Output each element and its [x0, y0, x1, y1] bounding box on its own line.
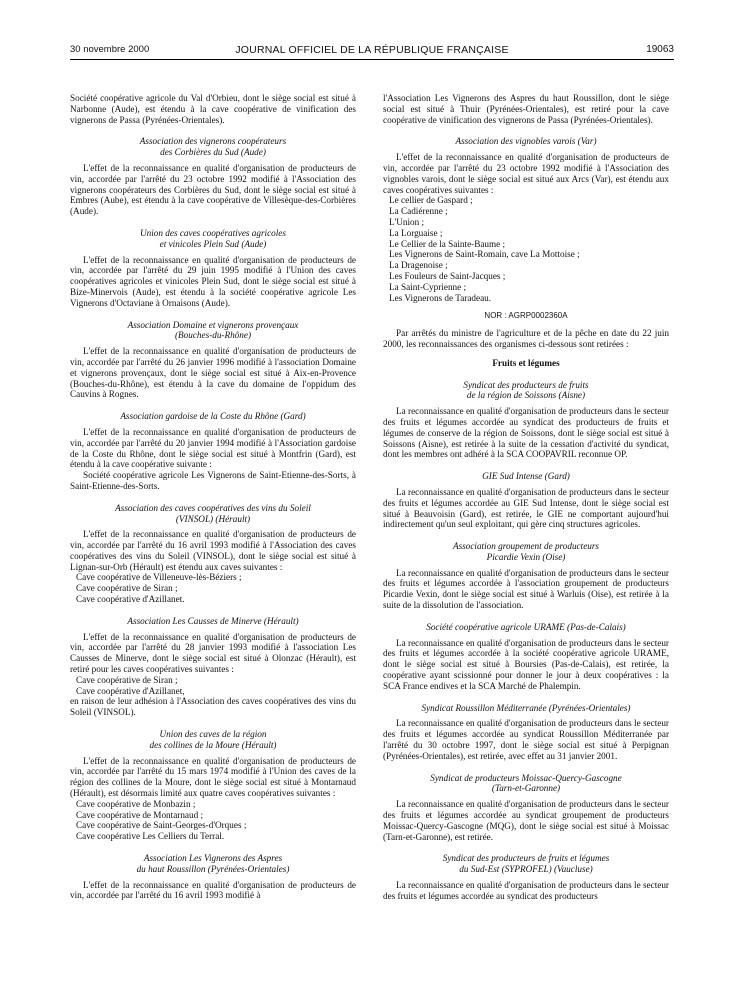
- section-heading-line: Association des vignobles varois (Var): [455, 136, 597, 147]
- page-number: 19063: [646, 44, 674, 55]
- section-heading: [383, 622, 669, 633]
- paragraph: La reconnaissance en qualité d'organisation de producteurs dans le secteur des fruits et légumes accordée au syndicat des producteurs de fruits et légumes de conserve de la région de Soissons, dont le siège social est situé à Soissons (Aisne), est retirée à la suite de la cessation d'activité du syndicat, dont les membres ont adhéré à la SCA COOPAVRIL reconnue OP.: [383, 406, 669, 460]
- list-item: Cave coopérative de Saint-Georges-d'Orques ;: [76, 820, 247, 831]
- list-item: Les Vignerons de Taradeau.: [389, 292, 492, 303]
- list-item: Cave coopérative de Siran ;: [76, 674, 178, 685]
- paragraph: L'effet de la reconnaissance en qualité d'organisation de producteurs de vin, accordée par l'arrêté du 28 janvier 1993 modifié à l'association Les Causses de Minerve, dont le siège social est situé à Olonzac (Hérault), est retiré pour les caves coopératives suivantes :: [70, 631, 356, 675]
- list-item: Cave coopérative Les Celliers du Terral.: [76, 831, 225, 842]
- section-heading-line: Picardie Vexin (Oise): [486, 551, 566, 562]
- list-item: Cave coopérative d'Azillanet,: [76, 685, 185, 696]
- section-heading-line: du Sud-Est (SYPROFEL) (Vaucluse): [459, 864, 593, 875]
- list-item: Le Cellier de la Sainte-Baume ;: [389, 238, 506, 249]
- section-heading-line: des Corbières du Sud (Aude): [160, 147, 266, 158]
- section-heading: [70, 228, 356, 250]
- list-item: La Cadiérenne ;: [389, 206, 448, 217]
- list-item: Cave coopérative de Montarnaud ;: [76, 809, 204, 820]
- paragraph: La reconnaissance en qualité d'organisation de producteurs dans le secteur des fruits et légumes accordée à la société coopérative agricole URAME, dont le siège social est situé à Boursies (Pas-de-Calais), est retirée, la coopérative ayant scissionné pour donner le jour à deux coopératives : la SCA France endives et la SCA Marché de Phalempin.: [383, 637, 669, 691]
- section-heading-line: (Bouches-du-Rhône): [174, 330, 252, 341]
- section-heading: [383, 703, 669, 714]
- section-heading-line: Syndicat des producteurs de fruits et légumes: [442, 853, 610, 864]
- section-heading: [383, 773, 669, 795]
- section-heading: [70, 853, 356, 875]
- section-heading: [70, 503, 356, 525]
- paragraph: L'effet de la reconnaissance en qualité d'organisation de producteurs de vin, accordée par l'arrêté du 23 octobre 1992 modifié à l'Association des vignobles varois, dont le siège social est situé aux Arcs (Var), est étendu aux caves coopératives suivantes :: [383, 152, 669, 195]
- section-heading-line: Union des caves coopératives agricoles: [140, 227, 286, 238]
- paragraph: L'effet de la reconnaissance en qualité d'organisation de producteurs de vin, accordée par l'arrêté du 26 janvier 1996 modifié à l'association Domaine et vignerons provençaux, dont le siège social est situé à Aix-en-Provence (Bouches-du-Rhône), est étendu à la cave du domaine de l'oppidum des Cauvins à Rognes.: [70, 346, 356, 400]
- section-heading: [383, 541, 669, 563]
- section-heading-line: Société coopérative agricole URAME (Pas-de-Calais): [426, 621, 626, 632]
- section-heading-line: Syndicat de producteurs Moissac-Quercy-Gascogne: [430, 772, 622, 783]
- list-item: La Dragenoise ;: [389, 260, 448, 271]
- paragraph: L'effet de la reconnaissance en qualité d'organisation de producteurs de vin, accordée par l'arrêté du 15 mars 1974 modifié à l'Union des caves de la région des collines de la Moure, dont le siège social est situé à Montarnaud (Hérault), est désormais limité aux quatre caves coopératives suivantes :: [70, 755, 356, 799]
- paragraph: en raison de leur adhésion à l'Association des caves coopératives des vins du Soleil (VINSOL).: [70, 696, 356, 718]
- section-heading: [70, 320, 356, 342]
- left-column: [70, 93, 356, 901]
- paragraph: La reconnaissance en qualité d'organisation de producteurs dans le secteur des fruits et légumes accordée au syndicat groupement de producteurs Moissac-Quercy-Gascogne (MQG), dont le siège social est situé à Moissac (Tarn-et-Garonne), est retirée.: [383, 799, 669, 842]
- section-heading-line: (Tarn-et-Garonne): [491, 783, 561, 794]
- section-heading-line: Syndicat Roussillon Méditerranée (Pyrénées-Orientales): [421, 702, 631, 713]
- paragraph: Société coopérative agricole du Val d'Orbieu, dont le siège social est situé à Narbonne (Aude), est étendu à la cave coopérative de vinification des vignerons de Passa (Pyrénées-Orientales).: [70, 93, 356, 125]
- section-heading-line: Association Domaine et vignerons provençaux: [127, 319, 299, 330]
- section-heading: [70, 729, 356, 751]
- list-item: La Saint-Cyprienne ;: [389, 281, 467, 292]
- section-heading-line: Association Les Vignerons des Aspres: [143, 853, 283, 864]
- paragraph: L'effet de la reconnaissance en qualité d'organisation de producteurs de vin, accordée par l'arrêté du 16 avril 1993 modifié à l'Association des caves coopératives des vins du Soleil (VINSOL), dont le siège social est situé à Lignan-sur-Orb (Hérault) est étendu aux caves suivantes :: [70, 529, 356, 572]
- list-item: Cave coopérative de Siran ;: [76, 583, 178, 594]
- paragraph: La reconnaissance en qualité d'organisation de producteurs dans le secteur des fruits et légumes accordée à l'association groupement de producteurs Picardie Vexin, dont le siège social est situé à Warluis (Oise), est retirée à la suite de la dissolution de l'association.: [383, 567, 669, 611]
- section-heading-line: Union des caves de la région: [159, 729, 267, 740]
- section-heading: [383, 471, 669, 482]
- section-heading: [383, 380, 669, 402]
- section-heading-line: du haut Roussillon (Pyrénées-Orientales): [136, 863, 290, 874]
- journal-title: JOURNAL OFFICIEL DE LA RÉPUBLIQUE FRANÇAISE: [235, 44, 509, 56]
- right-column: [383, 93, 669, 902]
- section-heading: [70, 616, 356, 627]
- paragraph: La reconnaissance en qualité d'organisation de producteurs dans le secteur des fruits et légumes accordée au syndicat des producteurs: [383, 880, 669, 901]
- header-rule: [70, 59, 674, 60]
- list-item: La Lorguaise ;: [389, 227, 443, 238]
- list-item: Cave coopérative d'Azillanet.: [76, 594, 185, 605]
- section-heading-line: des collines de la Moure (Hérault): [149, 739, 277, 750]
- list-item: Cave coopérative de Villeneuve-lès-Béziers ;: [76, 572, 242, 583]
- section-heading: [70, 411, 356, 422]
- list-item: Le cellier de Gaspard ;: [389, 195, 473, 206]
- section-heading: [383, 853, 669, 875]
- paragraph: L'effet de la reconnaissance en qualité d'organisation de producteurs de vin, accordée par l'arrêté du 20 janvier 1994 modifié à l'Association gardoise de la Coste du Rhône, dont le siège social est situé à Montfrin (Gard), est étendu à la cave coopérative suivante :: [70, 426, 356, 470]
- paragraph: L'effet de la reconnaissance en qualité d'organisation de producteurs de vin, accordée par l'arrêté du 23 octobre 1992 modifié à l'Association des vignerons coopérateurs des Corbières du Sud, dont le siège social est situé à Embres (Aube), est étendu à la cave coopérative de Villesèque-des-Corbières (Aude).: [70, 162, 356, 217]
- section-heading-line: et vinicoles Plein Sud (Aude): [159, 238, 267, 249]
- list-item: Cave coopérative de Monbazin ;: [76, 798, 196, 809]
- paragraph: L'effet de la reconnaissance en qualité d'organisation de producteurs de vin, accordée par l'arrêté du 16 avril 1993 modifié à: [70, 879, 356, 901]
- header-date: 30 novembre 2000: [70, 44, 150, 55]
- nor-reference: NOR : AGRP0002360A: [484, 311, 568, 321]
- paragraph: L'effet de la reconnaissance en qualité d'organisation de producteurs de vin, accordée par l'arrêté du 29 juin 1995 modifié à l'Union des caves coopératives agricoles et vinicoles Plein Sud, dont le siège social est situé à Bize-Minervois (Aude), est étendu à la société coopérative agricole Les Vignerons d'Octaviane à Ornaisons (Aude).: [70, 254, 356, 308]
- section-heading-line: de la région de Soissons (Aisne): [466, 390, 586, 401]
- section-heading-line: Association des caves coopératives des vins du Soleil: [115, 502, 311, 513]
- paragraph: La reconnaissance en qualité d'organisation de producteurs dans le secteur des fruits et légumes accordée au syndicat Roussillon Méditerranée par l'arrêté du 30 octobre 1997, dont le siège social est situé à Perpignan (Pyrénées-Orientales), est retirée, avec effet au 31 janvier 2001.: [383, 718, 669, 761]
- section-heading: [70, 136, 356, 158]
- section-heading-line: Association groupement de producteurs: [452, 541, 600, 552]
- section-heading-line: Syndicat des producteurs de fruits: [463, 379, 589, 390]
- list-item: L'Union ;: [389, 216, 425, 227]
- section-heading-line: GIE Sud Intense (Gard): [482, 471, 570, 482]
- section-heading-line: (VINSOL) (Hérault): [175, 513, 251, 524]
- paragraph: La reconnaissance en qualité d'organisation de producteurs dans le secteur des fruits et légumes accordée au GIE Sud Intense, dont le siège social est situé à Beauvoisin (Gard), est retirée, le GIE ne comportant aujourd'hui indirectement qu'un seul exploitant, qui gère cinq structures agricoles.: [383, 486, 669, 530]
- section-heading: [383, 136, 669, 147]
- paragraph: Société coopérative agricole Les Vignerons de Saint-Etienne-des-Sorts, à Saint-Etienne-des-Sorts.: [70, 470, 356, 491]
- section-heading-line: Association gardoise de la Coste du Rhône (Gard): [120, 411, 306, 422]
- page-header: [70, 44, 674, 58]
- category-heading: Fruits et légumes: [492, 357, 560, 368]
- paragraph: l'Association Les Vignerons des Aspres du haut Roussillon, dont le siège social est situé à Thuir (Pyrénées-Orientales), est retiré pour la cave coopérative de vinification des vignerons de Passa (Pyrénées-Orientales).: [383, 93, 669, 125]
- paragraph: Par arrêtés du ministre de l'agriculture et de la pêche en date du 22 juin 2000, les reconnaissances des organismes ci-dessous sont retirées :: [383, 328, 669, 349]
- list-item: Les Fouleurs de Saint-Jacques ;: [389, 270, 506, 281]
- list-item: Les Vignerons de Saint-Romain, cave La Mottoise ;: [389, 249, 580, 260]
- section-heading-line: Association Les Causses de Minerve (Hérault): [127, 615, 299, 626]
- section-heading-line: Association des vignerons coopérateurs: [139, 136, 287, 147]
